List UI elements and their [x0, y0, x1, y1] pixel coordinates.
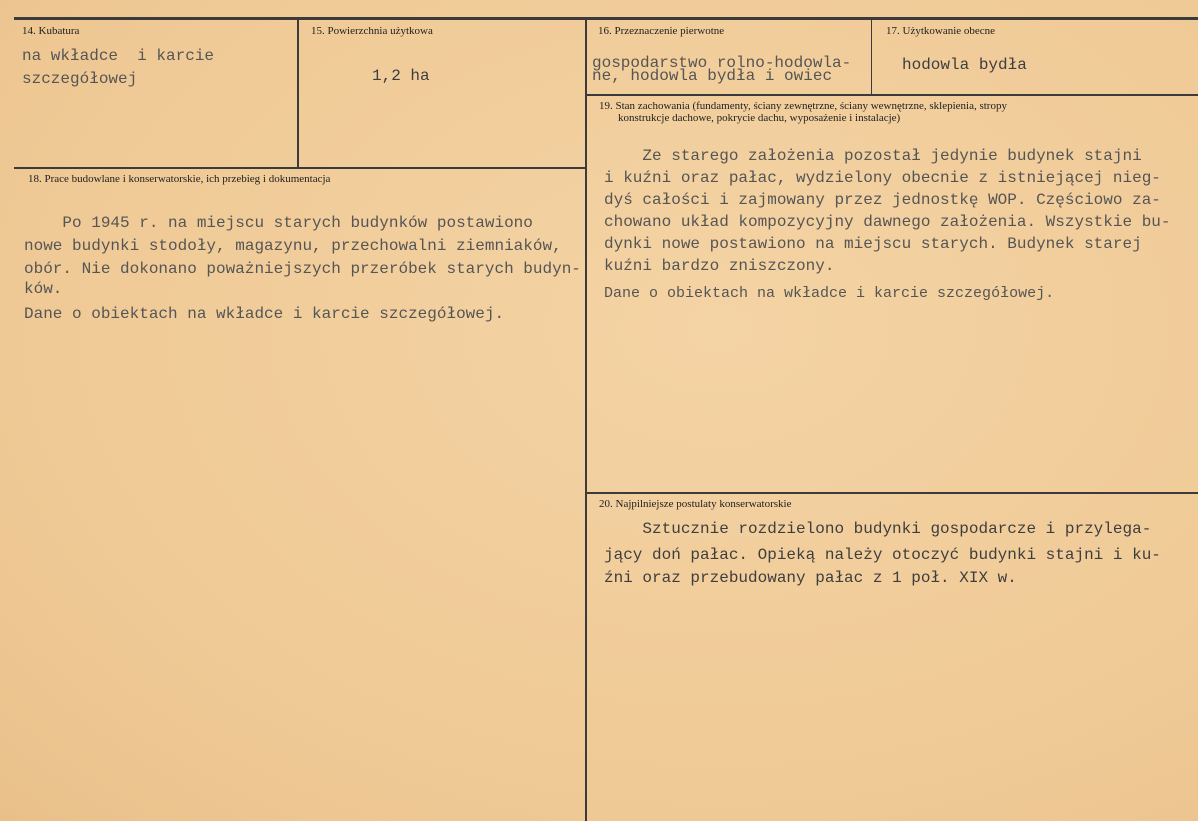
kubatura-line-1: na wkładce i karcie	[22, 47, 215, 65]
postulaty-line-3: źni oraz przebudowany pałac z 1 poł. XIX w.	[604, 569, 1017, 587]
prace-budowlane-line-1: Po 1945 r. na miejscu starych budynków postawiono	[24, 214, 533, 232]
top-rule	[14, 17, 1198, 20]
stan-zachowania-line-2: i kuźni oraz pałac, wydzielony obecnie z istniejącej nieg-	[604, 169, 1161, 187]
divider-16-17	[871, 20, 872, 95]
przeznaczenie-line-2-visible: ne, hodowla bydła i owiec	[592, 67, 833, 85]
postulaty-label: 20. Najpilniejsze postulaty konserwatorskie	[599, 498, 792, 510]
postulaty-line-1: Sztucznie rozdzielono budynki gospodarcze i przylega-	[604, 520, 1152, 538]
uzytkowanie-label: 17. Użytkowanie obecne	[886, 25, 996, 37]
przeznaczenie-label: 16. Przeznaczenie pierwotne	[598, 25, 725, 37]
postulaty-line-2: jący doń pałac. Opieką należy otoczyć budynki stajni i ku-	[604, 546, 1161, 564]
divider-14-15	[297, 20, 299, 168]
divider-center	[585, 20, 587, 821]
stan-zachowania-line-5: dynki nowe postawiono na miejscu starych. Budynek starej	[604, 235, 1142, 253]
prace-budowlane-note: Dane o obiektach na wkładce i karcie szczegółowej.	[24, 305, 505, 323]
stan-zachowania-line-4: chowano układ kompozycyjny dawnego założenia. Wszystkie bu-	[604, 213, 1171, 231]
uzytkowanie-value: hodowla bydła	[902, 56, 1027, 74]
stan-zachowania-line-6: kuźni bardzo zniszczony.	[604, 257, 835, 275]
prace-budowlane-line-4: ków.	[24, 280, 63, 298]
rule-above-18	[14, 167, 587, 169]
kubatura-line-2: szczegółowej	[22, 70, 138, 88]
stan-zachowania-label-1: 19. Stan zachowania (fundamenty, ściany zewnętrzne, ściany wewnętrzne, sklepienia, stropy	[599, 100, 1007, 112]
kubatura-label: 14. Kubatura	[22, 25, 80, 37]
rule-above-20	[587, 492, 1198, 494]
stan-zachowania-label-2: konstrukcje dachowe, pokrycie dachu, wyposażenie i instalacje)	[618, 112, 901, 124]
stan-zachowania-note: Dane o obiektach na wkładce i karcie szczegółowej.	[604, 285, 1055, 302]
rule-above-19	[587, 94, 1198, 96]
prace-budowlane-label: 18. Prace budowlane i konserwatorskie, ich przebieg i dokumentacja	[28, 173, 331, 185]
powierzchnia-value: 1,2 ha	[372, 67, 430, 85]
prace-budowlane-line-3: obór. Nie dokonano poważniejszych przeróbek starych budyn-	[24, 260, 581, 278]
prace-budowlane-line-2: nowe budynki stodoły, magazynu, przechowalni ziemniaków,	[24, 237, 562, 255]
stan-zachowania-line-3: dyś całości i zajmowany przez jednostkę WOP. Częściowo za-	[604, 191, 1161, 209]
przeznaczenie-line-1: gospodarstwo rolno-hodowla-	[592, 54, 852, 72]
powierzchnia-label: 15. Powierzchnia użytkowa	[311, 25, 433, 37]
stan-zachowania-line-1: Ze starego założenia pozostał jedynie budynek stajni	[604, 147, 1142, 165]
